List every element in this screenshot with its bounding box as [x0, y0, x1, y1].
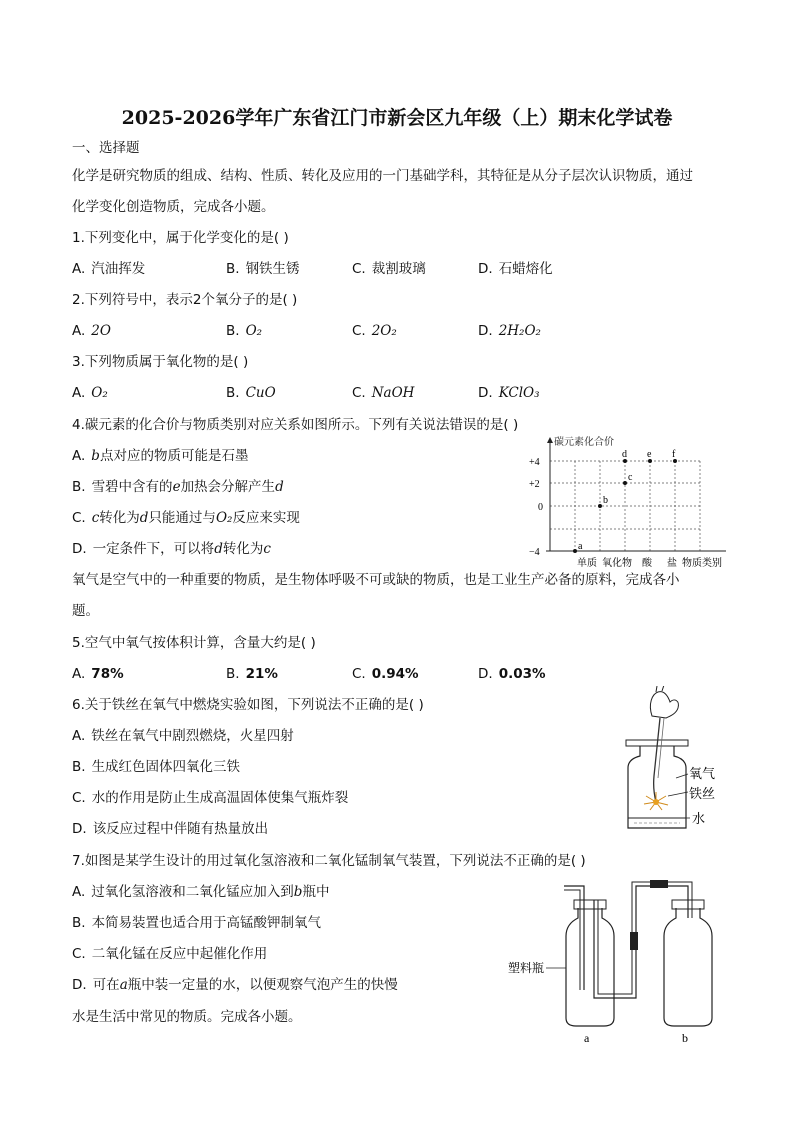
q3-option-c: C. NaOH	[352, 385, 415, 401]
q1-option-b: B. 钢铁生锈	[226, 261, 300, 277]
question-4-stem: 4.碳元素的化合价与物质类别对应关系如图所示。下列有关说法错误的是( )	[72, 417, 519, 433]
q4-option-c: C. c转化为d只能通过与O₂反应来实现	[72, 510, 300, 526]
ytick-minus4: −4	[529, 547, 540, 558]
xcat-salt: 盐	[667, 558, 677, 569]
q6-option-c: C. 水的作用是防止生成高温固体使集气瓶炸裂	[72, 790, 349, 806]
xcat-acid: 酸	[642, 558, 652, 569]
label-b: b	[682, 1031, 688, 1045]
q4-option-b: B. 雪碧中含有的e加热会分解产生d	[72, 479, 284, 495]
chart-ylabel: 碳元素化合价	[554, 437, 614, 448]
question-3-stem: 3.下列物质属于氧化物的是( )	[72, 354, 249, 370]
point-b-label: b	[603, 495, 608, 506]
hand-icon	[650, 692, 678, 718]
q5-option-d: D. 0.03%	[478, 666, 546, 682]
bottle-b	[664, 908, 712, 1026]
q5-option-a: A. 78%	[72, 666, 124, 682]
iron-burning-figure	[612, 686, 732, 836]
rubber-joint	[630, 932, 638, 950]
xcat-elemental: 单质	[577, 558, 597, 569]
label-iron-wire: 铁丝	[689, 787, 716, 802]
point-c	[623, 481, 627, 485]
label-oxygen: 氧气	[689, 767, 716, 782]
question-6-stem: 6.关于铁丝在氧气中燃烧实验如图，下列说法不正确的是( )	[72, 697, 424, 713]
q7-option-c: C. 二氧化锰在反应中起催化作用	[72, 946, 268, 962]
point-a	[573, 549, 577, 553]
point-a-label: a	[578, 541, 583, 552]
gas-bottle	[628, 746, 686, 828]
connecting-tube	[594, 886, 688, 998]
q2-option-d: D. 2H₂O₂	[478, 323, 541, 339]
point-f-label: f	[672, 449, 676, 460]
question-7-stem: 7.如图是某学生设计的用过氧化氢溶液和二氧化锰制氧气装置，下列说法不正确的是( )	[72, 853, 586, 869]
chart-grid	[550, 461, 700, 551]
q6-option-b: B. 生成红色固体四氧化三铁	[72, 759, 241, 775]
q2-option-b: B. O₂	[226, 323, 263, 339]
q1-option-d: D. 石蜡熔化	[478, 261, 553, 277]
q2-option-c: C. 2O₂	[352, 323, 397, 339]
q7-option-d: D. 可在a瓶中装一定量的水，以便观察气泡产生的快慢	[72, 977, 398, 993]
point-c-label: c	[628, 472, 633, 483]
q7-option-a: A. 过氧化氢溶液和二氧化锰应加入到b瓶中	[72, 884, 330, 900]
rubber-joint-top	[650, 880, 668, 888]
q6-option-a: A. 铁丝在氧气中剧烈燃烧，火星四射	[72, 728, 294, 744]
label-plastic-bottle: 塑料瓶	[508, 961, 545, 975]
point-d-label: d	[622, 449, 627, 460]
ytick-zero: 0	[538, 502, 543, 513]
q1-option-a: A. 汽油挥发	[72, 261, 146, 277]
q3-option-b: B. CuO	[226, 385, 276, 401]
page-title: 2025-2026学年广东省江门市新会区九年级（上）期末化学试卷	[121, 107, 673, 129]
bottle-a	[566, 908, 614, 1026]
iron-wire	[654, 718, 660, 802]
two-bottle-apparatus	[500, 878, 730, 1050]
q5-option-c: C. 0.94%	[352, 666, 419, 682]
ytick-plus2: +2	[529, 479, 540, 490]
valence-category-chart	[526, 430, 736, 576]
intro-text-2a: 氧气是空气中的一种重要的物质，是生物体呼吸不可或缺的物质，也是工业生产必备的原料，完成各小	[72, 572, 680, 588]
q3-option-a: A. O₂	[72, 385, 108, 401]
chart-xlabel: 物质类别	[682, 558, 722, 569]
q5-option-b: B. 21%	[226, 666, 278, 682]
question-1-stem: 1.下列变化中，属于化学变化的是( )	[72, 230, 289, 246]
intro-text-1a: 化学是研究物质的组成、结构、性质、转化及应用的一门基础学科，其特征是从分子层次认识物质，通过	[72, 168, 693, 184]
intro-text-1b: 化学变化创造物质，完成各小题。	[72, 199, 275, 215]
label-water: 水	[692, 812, 706, 827]
q4-option-a: A. b点对应的物质可能是石墨	[72, 448, 249, 464]
q1-option-c: C. 裁割玻璃	[352, 261, 426, 277]
q4-option-d: D. 一定条件下，可以将d转化为c	[72, 541, 271, 557]
q2-option-a: A. 2O	[72, 323, 111, 339]
xcat-oxide: 氧化物	[602, 558, 632, 569]
question-5-stem: 5.空气中氧气按体积计算，含量大约是( )	[72, 635, 316, 651]
q6-option-d: D. 该反应过程中伴随有热量放出	[72, 821, 269, 837]
label-a: a	[584, 1031, 590, 1045]
q3-option-d: D. KClO₃	[478, 385, 540, 401]
intro-text-3: 水是生活中常见的物质。完成各小题。	[72, 1009, 302, 1025]
q7-option-b: B. 本简易装置也适合用于高锰酸钾制氧气	[72, 915, 322, 931]
ytick-plus4: +4	[529, 457, 540, 468]
point-e-label: e	[647, 449, 652, 460]
point-b	[598, 504, 602, 508]
question-2-stem: 2.下列符号中，表示2个氧分子的是( )	[72, 292, 298, 308]
intro-text-2b: 题。	[72, 603, 99, 619]
section-heading: 一、选择题	[72, 140, 140, 156]
